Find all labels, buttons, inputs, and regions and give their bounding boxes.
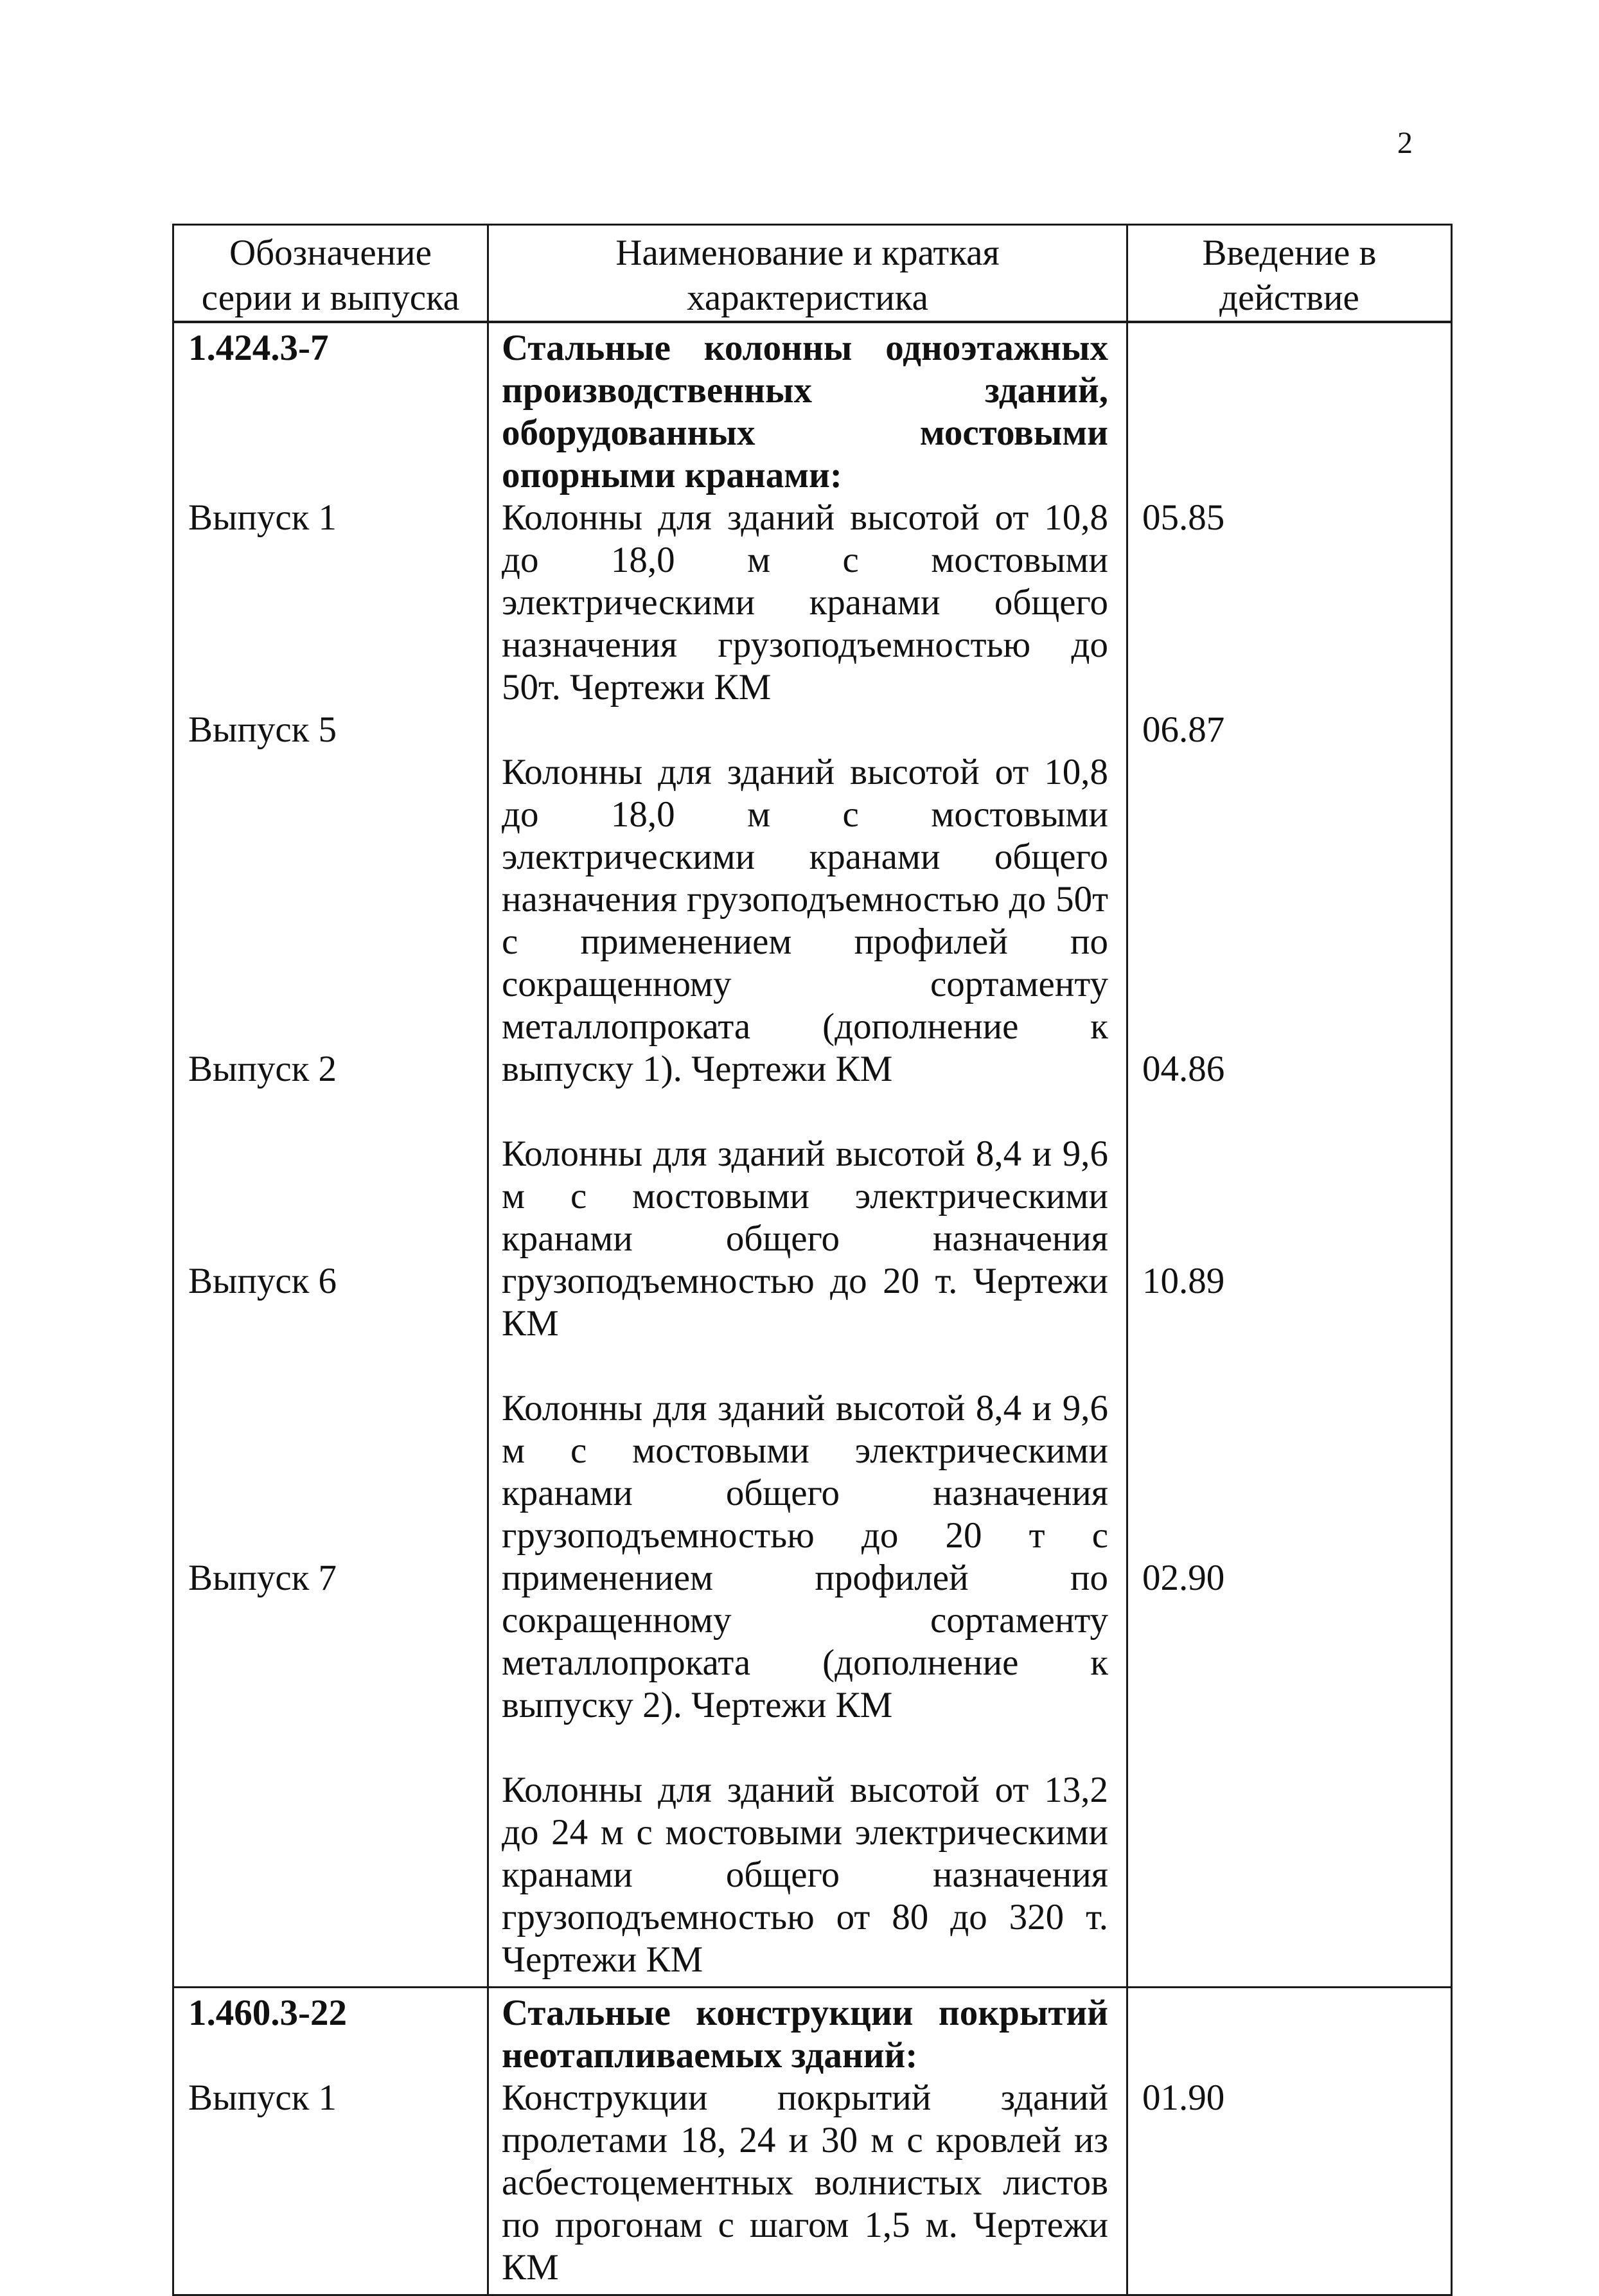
series-description-cell [488,1988,1127,2295]
series-code: 1.460.3-22 [188,1993,347,2033]
issue-label: Выпуск 6 [188,1261,337,1301]
table-header-row [173,225,1452,323]
issue-date: 01.90 [1142,2078,1225,2118]
page-number: 2 [1397,126,1413,160]
issue-label: Выпуск 1 [188,497,337,538]
issue-date: 06.87 [1142,709,1225,750]
series-code: 1.424.3-7 [188,328,329,368]
issue-date: 05.85 [1142,497,1225,538]
series-table [172,224,1453,2296]
issue-label: Выпуск 1 [188,2078,337,2118]
issue-label: Выпуск 5 [188,709,337,750]
issue-date: 02.90 [1142,1558,1225,1598]
issue-description: Колонны для зданий высотой от 13,2 до 24 м с мостовыми электрическими кранами общего назначения грузоподъемностью от 80 до 320 т. Чертежи КМ [502,1770,1108,1980]
series-title: Стальные колонны одноэтажных производственных зданий, оборудованных мостовыми опорными кранами: [502,328,1108,495]
issue-description: Колонны для зданий высотой от 10,8 до 18,0 м с мостовыми электрическими кранами общего назначения грузоподъемностью до 50т с применением профилей по сокращенному сортаменту металлопроката (дополнение к выпуску 1). Чертежи КМ [502,752,1108,1089]
series-description-cell [488,322,1127,1988]
header-effective: Введение в действие [1127,225,1452,323]
series-effective-cell [1127,1988,1452,2295]
issue-description: Колонны для зданий высотой 8,4 и 9,6 м с мостовыми электрическими кранами общего назначения грузоподъемностью до 20 т с применением профилей по сокращенному сортаменту металлопроката (дополнение к выпуску 2). Чертежи КМ [502,1388,1108,1725]
header-name: Наименование и краткая характеристика [488,225,1127,323]
issue-description: Колонны для зданий высотой 8,4 и 9,6 м с мостовыми электрическими кранами общего назначения грузоподъемностью до 20 т. Чертежи КМ [502,1134,1108,1344]
issue-label: Выпуск 7 [188,1558,337,1598]
series-title: Стальные конструкции покрытий неотапливаемых зданий: [502,1993,1108,2076]
issue-date: 10.89 [1142,1261,1225,1301]
table-row [173,322,1452,1988]
issue-description: Колонны для зданий высотой от 10,8 до 18,0 м с мостовыми электрическими кранами общего назначения грузоподъемностью до 50т. Чертежи КМ [502,497,1108,707]
series-effective-cell [1127,322,1452,1988]
series-designation-cell [173,322,488,1988]
issue-description: Конструкции покрытий зданий пролетами 18, 24 и 30 м с кровлей из асбестоцементных волнистых листов по прогонам с шагом 1,5 м. Чертежи КМ [502,2078,1108,2288]
header-designation: Обозначение серии и выпуска [173,225,488,323]
issue-label: Выпуск 2 [188,1049,337,1089]
series-designation-cell [173,1988,488,2295]
table-row [173,1988,1452,2295]
issue-date: 04.86 [1142,1049,1225,1089]
